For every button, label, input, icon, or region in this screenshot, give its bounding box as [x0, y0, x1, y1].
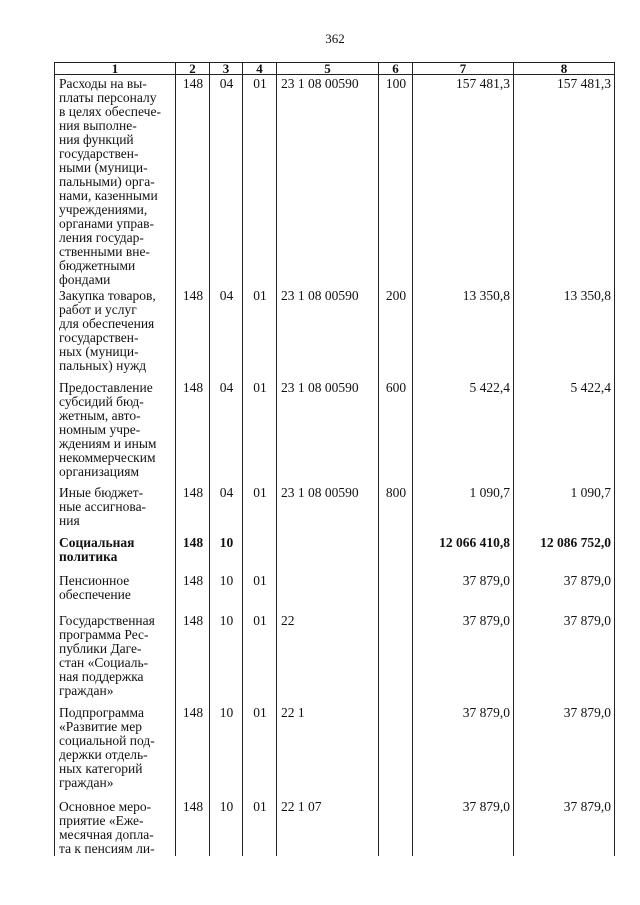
row-name: Основное меро- приятие «Еже- месячная допла- та к пенсиям ли-	[55, 798, 176, 856]
cell-target: 22	[277, 612, 379, 704]
table-row	[55, 612, 615, 704]
cell-section: 04	[210, 484, 243, 534]
cell-section: 10	[210, 612, 243, 704]
table-row	[55, 287, 615, 379]
cell-subsection: 01	[243, 287, 277, 379]
cell-subsection: 01	[243, 379, 277, 484]
cell-amount-1: 37 879,0	[413, 612, 514, 704]
cell-expense-type: 600	[379, 379, 413, 484]
table-row	[55, 379, 615, 484]
cell-code: 148	[176, 534, 210, 572]
cell-target: 22 1 07	[277, 798, 379, 856]
column-header: 7	[413, 63, 514, 75]
table-row	[55, 572, 615, 612]
cell-expense-type: 800	[379, 484, 413, 534]
cell-amount-2: 37 879,0	[514, 798, 615, 856]
cell-amount-2: 37 879,0	[514, 572, 615, 612]
cell-target: 23 1 08 00590	[277, 75, 379, 288]
cell-section: 10	[210, 798, 243, 856]
table-row	[55, 75, 615, 288]
cell-amount-1: 37 879,0	[413, 704, 514, 798]
cell-target: 23 1 08 00590	[277, 484, 379, 534]
cell-amount-2: 37 879,0	[514, 704, 615, 798]
cell-code: 148	[176, 612, 210, 704]
cell-amount-1: 1 090,7	[413, 484, 514, 534]
cell-subsection: 01	[243, 612, 277, 704]
row-name: Пенсионное обеспечение	[55, 572, 176, 612]
row-name: Подпрограмма «Развитие мер социальной под- держки отдель- ных категорий граждан»	[55, 704, 176, 798]
column-header: 3	[210, 63, 243, 75]
cell-amount-1: 37 879,0	[413, 572, 514, 612]
cell-expense-type	[379, 612, 413, 704]
cell-target	[277, 572, 379, 612]
row-name: Предоставление субсидий бюд- жетным, авто- номным учре- ждениям и иным некоммерческим организациям	[55, 379, 176, 484]
cell-amount-1: 13 350,8	[413, 287, 514, 379]
cell-target	[277, 534, 379, 572]
header-row	[55, 63, 615, 75]
cell-amount-2: 12 086 752,0	[514, 534, 615, 572]
table-row	[55, 484, 615, 534]
column-header: 8	[514, 63, 615, 75]
cell-code: 148	[176, 798, 210, 856]
column-header: 2	[176, 63, 210, 75]
cell-target: 22 1	[277, 704, 379, 798]
cell-subsection: 01	[243, 572, 277, 612]
table-row	[55, 704, 615, 798]
cell-expense-type: 100	[379, 75, 413, 288]
row-name: Расходы на вы- платы персоналу в целях обеспече- ния выполне- ния функций государствен- ными (муници- пальными) орга- нами, казенными учреждениями, органами управ- ления государ- ственными вне- бюджетными фондами	[55, 75, 176, 288]
row-name: Государственная программа Рес- публики Даге- стан «Социаль- ная поддержка граждан»	[55, 612, 176, 704]
row-name: Иные бюджет- ные ассигнова- ния	[55, 484, 176, 534]
cell-code: 148	[176, 75, 210, 288]
cell-target: 23 1 08 00590	[277, 379, 379, 484]
cell-code: 148	[176, 572, 210, 612]
cell-section: 04	[210, 379, 243, 484]
cell-amount-2: 13 350,8	[514, 287, 615, 379]
table-row	[55, 798, 615, 856]
cell-amount-2: 37 879,0	[514, 612, 615, 704]
cell-code: 148	[176, 287, 210, 379]
column-header: 1	[55, 63, 176, 75]
cell-section: 10	[210, 572, 243, 612]
cell-amount-2: 5 422,4	[514, 379, 615, 484]
cell-code: 148	[176, 704, 210, 798]
table-row	[55, 534, 615, 572]
cell-amount-1: 37 879,0	[413, 798, 514, 856]
cell-section: 04	[210, 287, 243, 379]
row-name: Закупка товаров, работ и услуг для обеспечения государствен- ных (муници- пальных) нужд	[55, 287, 176, 379]
budget-table	[54, 62, 615, 856]
cell-expense-type	[379, 704, 413, 798]
cell-subsection: 01	[243, 484, 277, 534]
cell-target: 23 1 08 00590	[277, 287, 379, 379]
cell-subsection: 01	[243, 798, 277, 856]
cell-subsection	[243, 534, 277, 572]
cell-amount-1: 12 066 410,8	[413, 534, 514, 572]
cell-code: 148	[176, 379, 210, 484]
column-header: 6	[379, 63, 413, 75]
cell-section: 10	[210, 534, 243, 572]
page-number: 362	[325, 31, 345, 46]
cell-subsection: 01	[243, 704, 277, 798]
cell-amount-2: 157 481,3	[514, 75, 615, 288]
cell-amount-1: 157 481,3	[413, 75, 514, 288]
cell-subsection: 01	[243, 75, 277, 288]
column-header: 4	[243, 63, 277, 75]
row-name: Социальная политика	[55, 534, 176, 572]
cell-amount-1: 5 422,4	[413, 379, 514, 484]
cell-section: 10	[210, 704, 243, 798]
cell-expense-type: 200	[379, 287, 413, 379]
column-header: 5	[277, 63, 379, 75]
cell-code: 148	[176, 484, 210, 534]
cell-section: 04	[210, 75, 243, 288]
cell-expense-type	[379, 534, 413, 572]
cell-expense-type	[379, 572, 413, 612]
cell-amount-2: 1 090,7	[514, 484, 615, 534]
cell-expense-type	[379, 798, 413, 856]
